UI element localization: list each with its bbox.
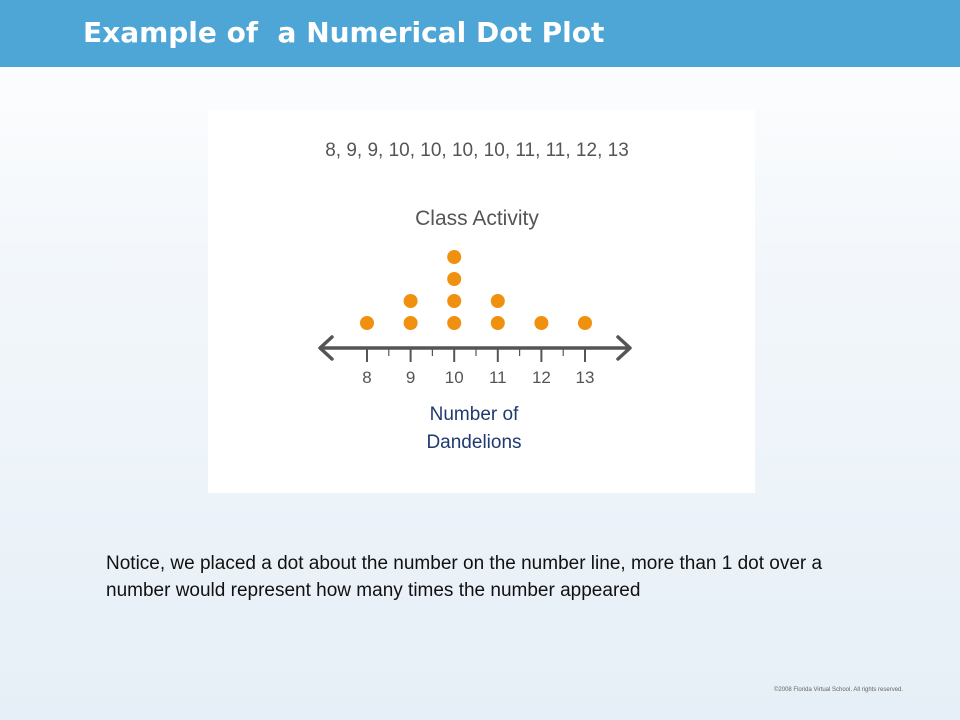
data-dot	[447, 316, 461, 330]
data-dot	[404, 294, 418, 308]
dots	[360, 250, 592, 330]
data-dot	[447, 272, 461, 286]
tick-label: 10	[444, 368, 464, 387]
slide-title: Example of a Numerical Dot Plot	[83, 16, 605, 49]
chart-data-list: 8, 9, 9, 10, 10, 10, 10, 11, 11, 12, 13	[325, 140, 629, 161]
title-bar	[0, 0, 960, 67]
data-dot	[491, 316, 505, 330]
x-axis-label-line: Dandelions	[426, 432, 522, 453]
tick-label: 11	[488, 368, 507, 387]
data-dot	[404, 316, 418, 330]
data-dot	[534, 316, 548, 330]
data-dot	[360, 316, 374, 330]
dot-plot-svg	[208, 110, 755, 493]
x-axis-label	[426, 404, 521, 453]
data-dot	[491, 294, 505, 308]
data-dot	[578, 316, 592, 330]
tick-labels	[362, 368, 594, 387]
x-axis-label-line: Number of	[429, 404, 519, 425]
chart-title: Class Activity	[415, 207, 539, 230]
tick-label: 9	[405, 368, 416, 387]
dot-plot-chart	[208, 110, 755, 493]
data-dot	[447, 250, 461, 264]
data-dot	[447, 294, 461, 308]
tick-label: 8	[362, 368, 372, 387]
explanation-text: Notice, we placed a dot about the number on the number line, more than 1 dot over a number would represent how many times the number appeared	[106, 553, 823, 601]
tick-marks	[367, 348, 585, 362]
tick-label: 12	[531, 368, 551, 387]
tick-label: 13	[575, 368, 595, 387]
copyright-text: ©2008 Florida Virtual School. All rights reserved.	[774, 687, 904, 693]
